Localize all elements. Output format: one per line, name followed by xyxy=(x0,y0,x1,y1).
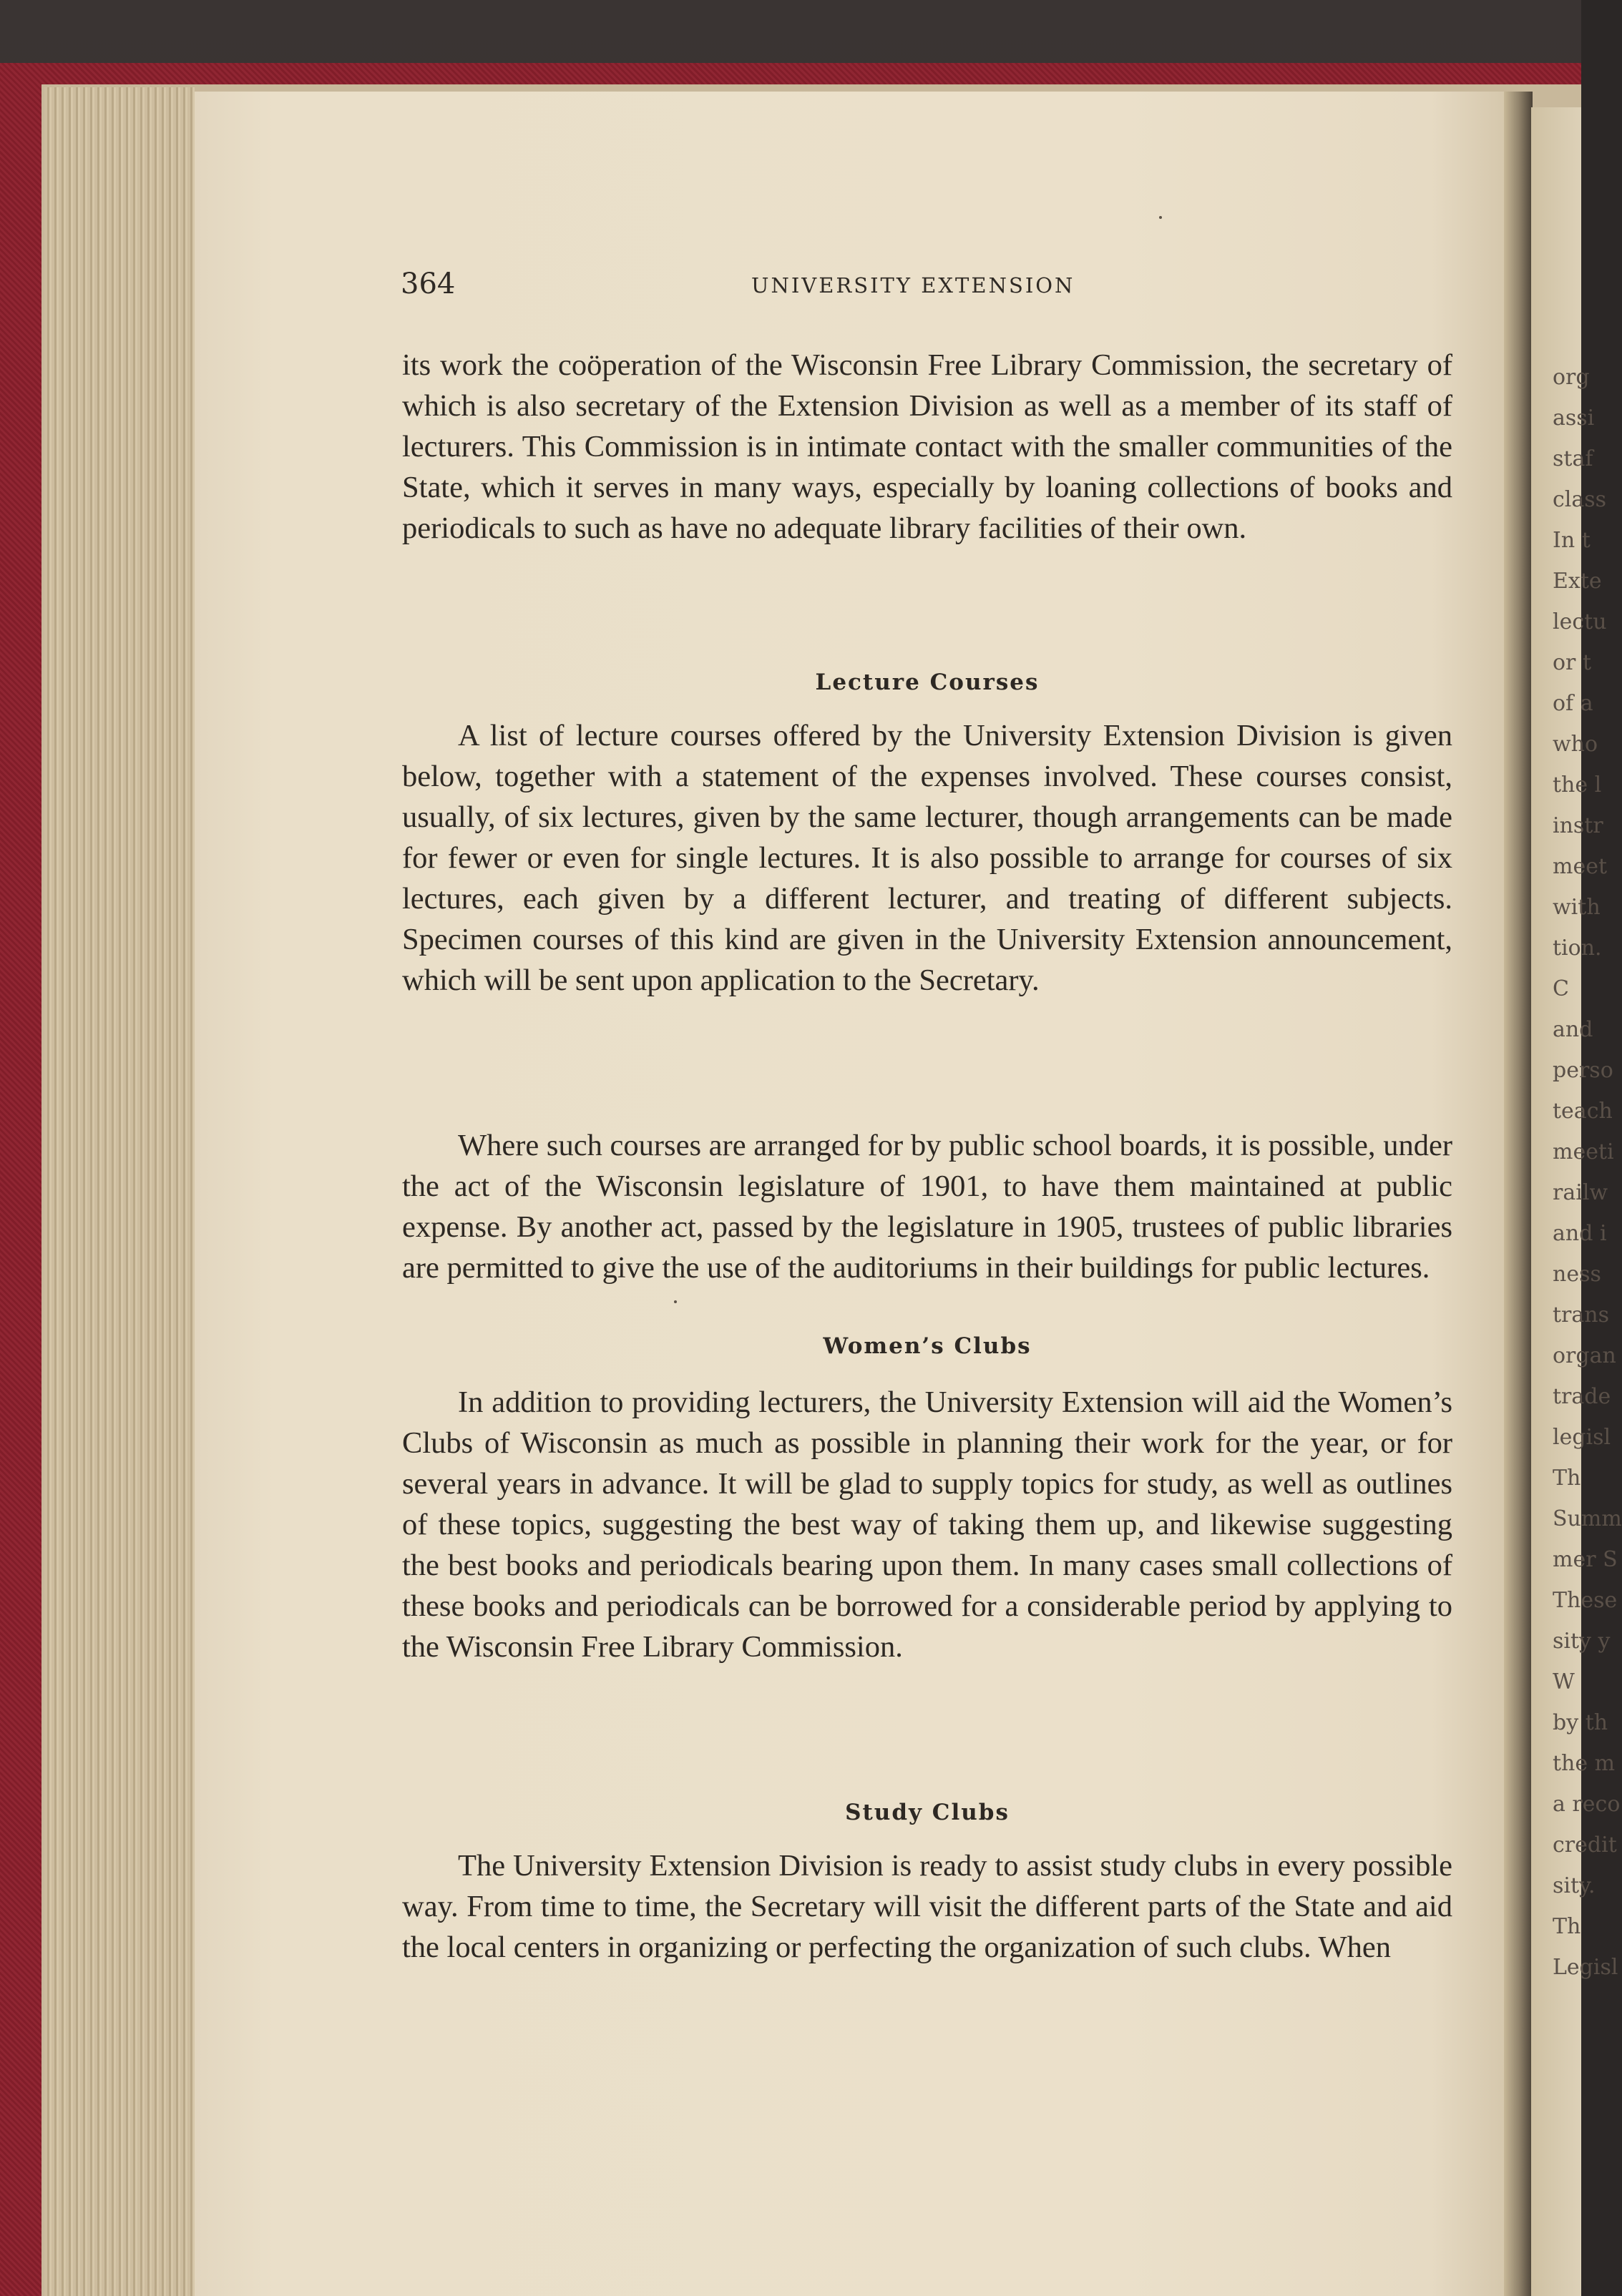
page-number: 364 xyxy=(401,268,456,300)
paper-speck xyxy=(1159,216,1162,219)
facing-page-fragment: instr xyxy=(1553,813,1603,838)
facing-page-fragment: credit xyxy=(1553,1833,1617,1858)
facing-page-fragment: a reco xyxy=(1553,1792,1621,1817)
facing-page-fragment: the l xyxy=(1553,772,1602,798)
facing-page-fragment: These xyxy=(1553,1588,1618,1613)
facing-page-fragment: tion. xyxy=(1553,936,1602,961)
facing-page xyxy=(1531,107,1622,2296)
heading-womens-clubs: Women’s Clubs xyxy=(823,1333,1032,1359)
facing-page-fragment: and i xyxy=(1553,1221,1607,1246)
facing-page-fragment: with xyxy=(1553,895,1601,920)
facing-page-fragment: and xyxy=(1553,1017,1593,1042)
facing-page-fragment: perso xyxy=(1553,1058,1613,1083)
facing-page-fragment: class xyxy=(1553,487,1607,512)
facing-page-fragment: railw xyxy=(1553,1180,1608,1205)
facing-page-fragment: sity y xyxy=(1553,1629,1611,1654)
paper-speck xyxy=(674,1300,677,1303)
paragraph-lecture-1: A list of lecture courses offered by the University Extension Division is given below, together with a statement of the expenses involved. These courses consist, usually, of six lectures, given by the same lecturer, though arrangements can be made for fewer or even for single lectures. It is also possible to arrange for courses of six lectures, each given by a different lecturer, and treating of different subjects. Specimen courses of this kind are given in the University Extension announcement, which will be sent upon application to the Secretary. xyxy=(402,719,1452,997)
facing-page-fragment: trans xyxy=(1553,1302,1609,1328)
book-gutter xyxy=(1504,92,1533,2296)
running-head: UNIVERSITY EXTENSION xyxy=(751,273,1075,298)
facing-page-fragment: mer S xyxy=(1553,1547,1618,1572)
facing-page-fragment: teach xyxy=(1553,1099,1613,1124)
facing-page-fragment: organ xyxy=(1553,1343,1616,1368)
facing-page-fragment: Summ xyxy=(1553,1506,1622,1531)
paragraph-continuation: its work the coöperation of the Wisconsin Free Library Commission, the secretary of which is also secretary of the Extension Division as well as a member of its staff of lecturers. This Commission is in intimate contact with the smaller communities of the State, which it serves in many ways, especially by loaning collections of books and periodicals to such as have no adequate library facilities of their own. xyxy=(402,348,1452,545)
facing-page-fragment: meeti xyxy=(1553,1139,1614,1164)
facing-page-fragment: by th xyxy=(1553,1710,1608,1735)
paragraph-womens-clubs: In addition to providing lecturers, the University Extension will aid the Women’s Clubs of Wisconsin as much as possible in planning their work for the year, or for several years in advance. It will be glad to supply topics for study, as well as outlines of these topics, suggesting the best way of taking them up, and likewise suggesting the best books and periodicals bearing upon them. In many cases small collections of these books and periodicals can be borrowed for a considerable period by applying to the Wisconsin Free Library Commission. xyxy=(402,1385,1452,1664)
heading-lecture-courses: Lecture Courses xyxy=(815,669,1040,695)
facing-page-fragment: trade xyxy=(1553,1384,1611,1409)
facing-page-fragment: Th xyxy=(1553,1914,1581,1939)
facing-page-fragment: or t xyxy=(1553,650,1591,675)
facing-page-fragment: meet xyxy=(1553,854,1608,879)
page-edges xyxy=(44,87,195,2296)
facing-page-fragment: ness xyxy=(1553,1262,1601,1287)
facing-page-fragment: assi xyxy=(1553,406,1595,431)
heading-study-clubs: Study Clubs xyxy=(845,1800,1010,1825)
facing-page-fragment: sity. xyxy=(1553,1873,1596,1898)
facing-page-fragment: the m xyxy=(1553,1751,1616,1776)
paragraph-lecture-2: Where such courses are arranged for by public school boards, it is possible, under the act of the Wisconsin legislature of 1901, to have them maintained at public expense. By another act, passed by the legislature in 1905, trustees of public libraries are permitted to give the use of the auditoriums in their buildings for public lectures. xyxy=(402,1129,1452,1285)
facing-page-fragment: of a xyxy=(1553,691,1593,716)
facing-page-fragment: legisl xyxy=(1553,1425,1611,1450)
facing-page-fragment: who xyxy=(1553,732,1598,757)
facing-page-fragment: org xyxy=(1553,365,1590,390)
paragraph-study-clubs: The University Extension Division is ready to assist study clubs in every possible way. From time to time, the Secretary will visit the different parts of the State and aid the local centers in organizing or perfecting the organization of such clubs. When xyxy=(402,1849,1452,1964)
facing-page-fragment: W xyxy=(1553,1669,1575,1694)
facing-page-fragment: Legisl xyxy=(1553,1955,1618,1980)
facing-page-fragment: In t xyxy=(1553,528,1591,553)
facing-page-fragment: Exte xyxy=(1553,569,1602,594)
facing-page-fragment: C xyxy=(1553,976,1569,1001)
facing-page-fragment: staf xyxy=(1553,446,1593,471)
facing-page-fragment: Th xyxy=(1553,1466,1581,1491)
facing-page-fragment: lectu xyxy=(1553,609,1607,634)
